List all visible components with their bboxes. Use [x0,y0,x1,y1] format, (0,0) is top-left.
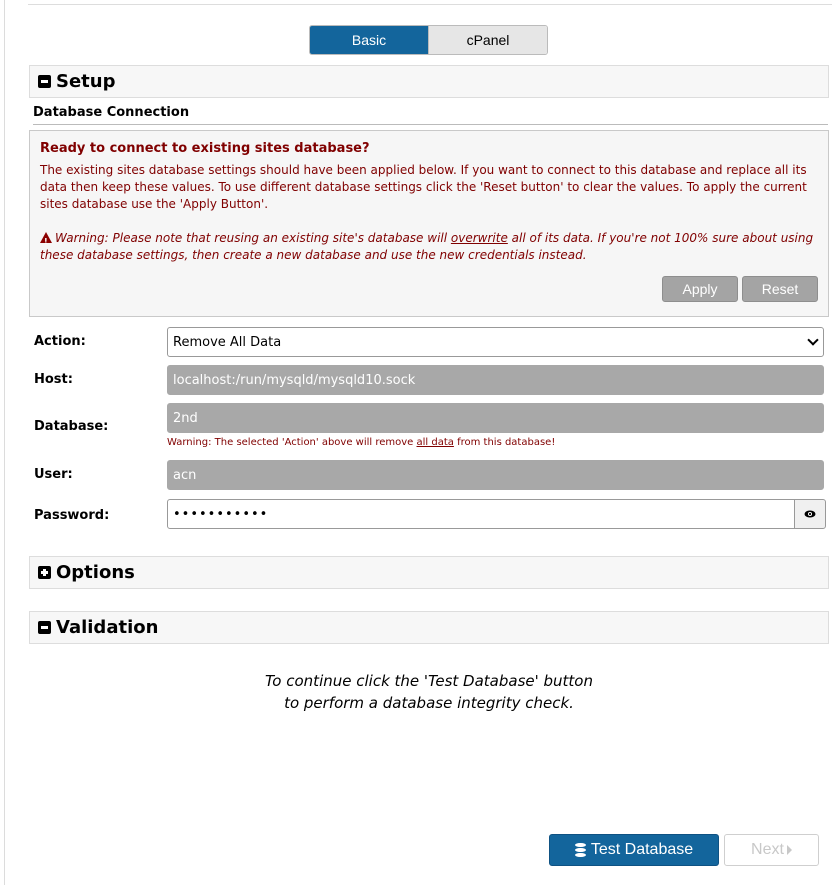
password-input[interactable]: ••••••••••• [167,499,795,529]
apply-button[interactable]: Apply [662,276,738,302]
action-select[interactable] [167,327,824,357]
options-title: Options [56,562,135,583]
options-section-header[interactable] [29,556,829,589]
database-icon [575,843,586,857]
all-data-text: all data [416,437,454,448]
warning-icon [40,232,52,243]
top-divider [28,4,832,5]
overwrite-text: overwrite [450,231,508,245]
collapse-icon [38,75,51,88]
password-label: Password: [34,508,110,523]
setup-title: Setup [56,71,116,92]
test-database-button[interactable]: Test Database [549,834,719,866]
notice-text: The existing sites database settings should have been applied below. If you want to connect to this database and replace all its data then keep these values. To use different database settings click the 'Reset button' to clear the values. To apply the current sites database use the 'Apply Button'. [40,163,807,211]
validation-section-header[interactable] [29,611,829,644]
database-warning: Warning: The selected 'Action' above will remove all data from this database! [167,437,556,448]
user-label: User: [34,467,73,482]
action-label: Action: [34,334,86,349]
database-label: Database: [34,419,109,434]
action-value: Remove All Data [173,334,282,350]
validation-message: To continue click the 'Test Database' button to perform a database integrity check. [265,672,593,712]
notice-warning: !Warning: Please note that reusing an existing site's database will overwrite all of its data. If you're not 100% sure about using these database settings, then create a new database and use the new credentials instead. [40,230,818,264]
expand-icon [38,566,51,579]
setup-section-header[interactable] [29,65,829,98]
tab-basic[interactable]: Basic [310,26,428,54]
host-input[interactable]: localhost:/run/mysqld/mysqld10.sock [167,365,824,395]
eye-icon[interactable] [794,499,826,529]
existing-db-notice [29,130,829,317]
validation-title: Validation [56,617,159,638]
mode-tabs [309,25,548,55]
user-input[interactable]: acn [167,460,824,490]
database-input[interactable]: 2nd [167,403,824,433]
collapse-icon [38,621,51,634]
reset-button[interactable]: Reset [742,276,818,302]
notice-title: Ready to connect to existing sites database? [40,141,370,156]
next-button[interactable]: Next [724,834,819,866]
database-connection-subheader: Database Connection [33,105,828,125]
host-label: Host: [34,372,73,387]
chevron-down-icon [807,334,818,345]
caret-right-icon [787,845,792,855]
tab-cpanel[interactable]: cPanel [428,26,547,54]
